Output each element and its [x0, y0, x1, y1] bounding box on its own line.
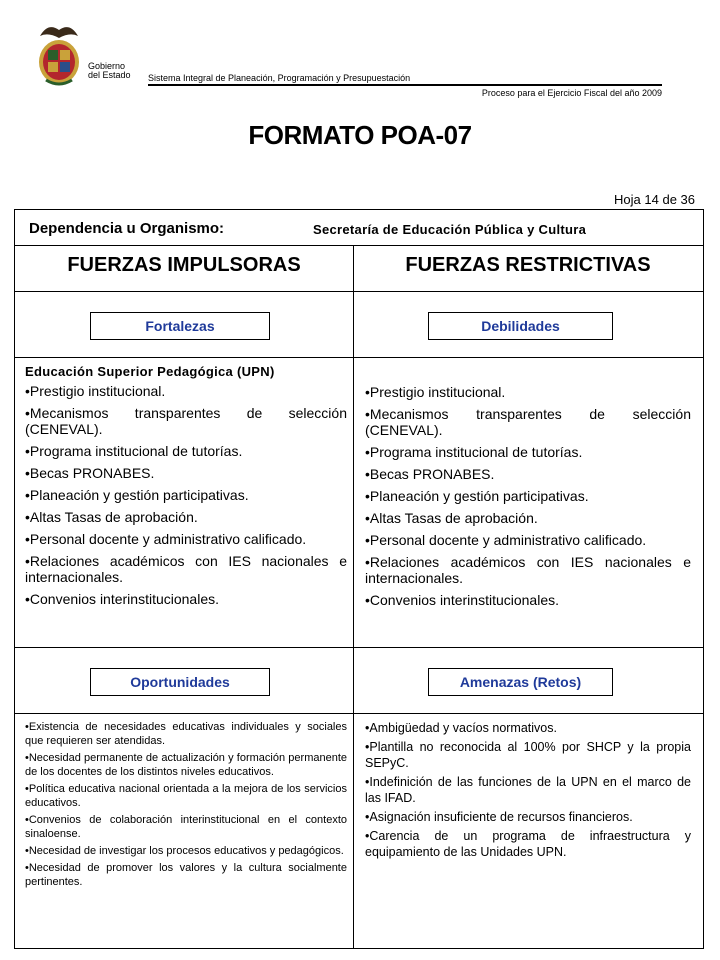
list-item: •Becas PRONABES.: [365, 466, 495, 482]
list-item: •Mecanismos transparentes de selección (CENEVAL).: [365, 406, 691, 438]
list-item: •Plantilla no reconocida al 100% por SHCP y la propia SEPyC.: [365, 740, 691, 770]
list-item: •Programa institucional de tutorías.: [365, 444, 583, 460]
list-item: •Mecanismos transparentes de selección (CENEVAL).: [25, 405, 347, 437]
list-item: •Personal docente y administrativo calificado.: [25, 531, 307, 547]
list-item: •Becas PRONABES.: [25, 465, 155, 481]
state-seal-icon: [34, 18, 84, 88]
dependency-label: Dependencia u Organismo:: [29, 220, 225, 237]
list-item: •Ambigüedad y vacíos normativos.: [365, 721, 557, 735]
gobierno-label: [88, 62, 131, 80]
poa-form-table: [14, 209, 704, 949]
list-item: •Altas Tasas de aprobación.: [365, 510, 538, 526]
column-divider: [353, 246, 354, 948]
list-item: •Indefinición de las funciones de la UPN en el marco de las IFAD.: [365, 775, 691, 805]
list-item: •Convenios de colaboración interinstitucional en el contexto sinaloense.: [25, 814, 347, 840]
list-item: •Carencia de un programa de infraestructura y equipamiento de las Unidades UPN.: [365, 829, 691, 859]
list-item: •Personal docente y administrativo calificado.: [365, 532, 647, 548]
list-item: •Relaciones académicos con IES nacionales e internacionales.: [25, 553, 347, 585]
sheet-number: Hoja 14 de 36: [614, 192, 695, 207]
list-item: •Altas Tasas de aprobación.: [25, 509, 198, 525]
oportunidades-box: Oportunidades: [90, 668, 270, 696]
dependency-row: [15, 210, 703, 246]
section2-label-row: [15, 648, 703, 714]
list-item: •Relaciones académicos con IES nacionales e internacionales.: [365, 554, 691, 586]
list-item: •Existencia de necesidades educativas individuales y sociales que requieren ser atendidas.: [25, 721, 347, 747]
amenazas-list: [365, 720, 691, 863]
section1-label-row: [15, 292, 703, 358]
list-item: •Asignación insuficiente de recursos financieros.: [365, 810, 633, 824]
oportunidades-list: [25, 720, 347, 892]
fortalezas-box: Fortalezas: [90, 312, 270, 340]
list-item: •Necesidad de investigar los procesos educativos y pedagógicos.: [25, 845, 344, 857]
dependency-value: Secretaría de Educación Pública y Cultura: [313, 222, 587, 237]
debilidades-list: [365, 384, 691, 614]
list-item: •Planeación y gestión participativas.: [365, 488, 589, 504]
list-item: •Necesidad de promover los valores y la cultura socialmente pertinentes.: [25, 862, 347, 888]
page-title: FORMATO POA-07: [248, 120, 472, 150]
list-item: •Política educativa nacional orientada a la mejora de los servicios educativos.: [25, 783, 347, 809]
restrictivas-header: FUERZAS RESTRICTIVAS: [405, 254, 651, 276]
section1-content-row: [15, 358, 703, 648]
list-item: •Planeación y gestión participativas.: [25, 487, 249, 503]
amenazas-box: Amenazas (Retos): [428, 668, 613, 696]
column-header-row: [15, 246, 703, 292]
list-item: •Convenios interinstitucionales.: [365, 592, 560, 608]
list-item: •Convenios interinstitucionales.: [25, 591, 220, 607]
list-item: •Necesidad permanente de actualización y formación permanente de los docentes de los distintos niveles educativos.: [25, 752, 347, 778]
impulsoras-header: FUERZAS IMPULSORAS: [67, 254, 301, 276]
list-item: •Programa institucional de tutorías.: [25, 443, 243, 459]
list-item: •Prestigio institucional.: [365, 384, 506, 400]
gobierno-line2: del Estado: [88, 70, 131, 80]
fortalezas-subheading: Educación Superior Pedagógica (UPN): [25, 364, 275, 379]
gobierno-line1: Gobierno: [88, 61, 126, 71]
system-name: Sistema Integral de Planeación, Programación y Presupuestación: [148, 73, 411, 83]
list-item: •Prestigio institucional.: [25, 383, 166, 399]
header-divider: [148, 84, 662, 86]
debilidades-box: Debilidades: [428, 312, 613, 340]
section2-content-row: [15, 714, 703, 948]
fortalezas-list: [25, 364, 347, 613]
process-text: Proceso para el Ejercicio Fiscal del año 2009: [481, 88, 662, 98]
